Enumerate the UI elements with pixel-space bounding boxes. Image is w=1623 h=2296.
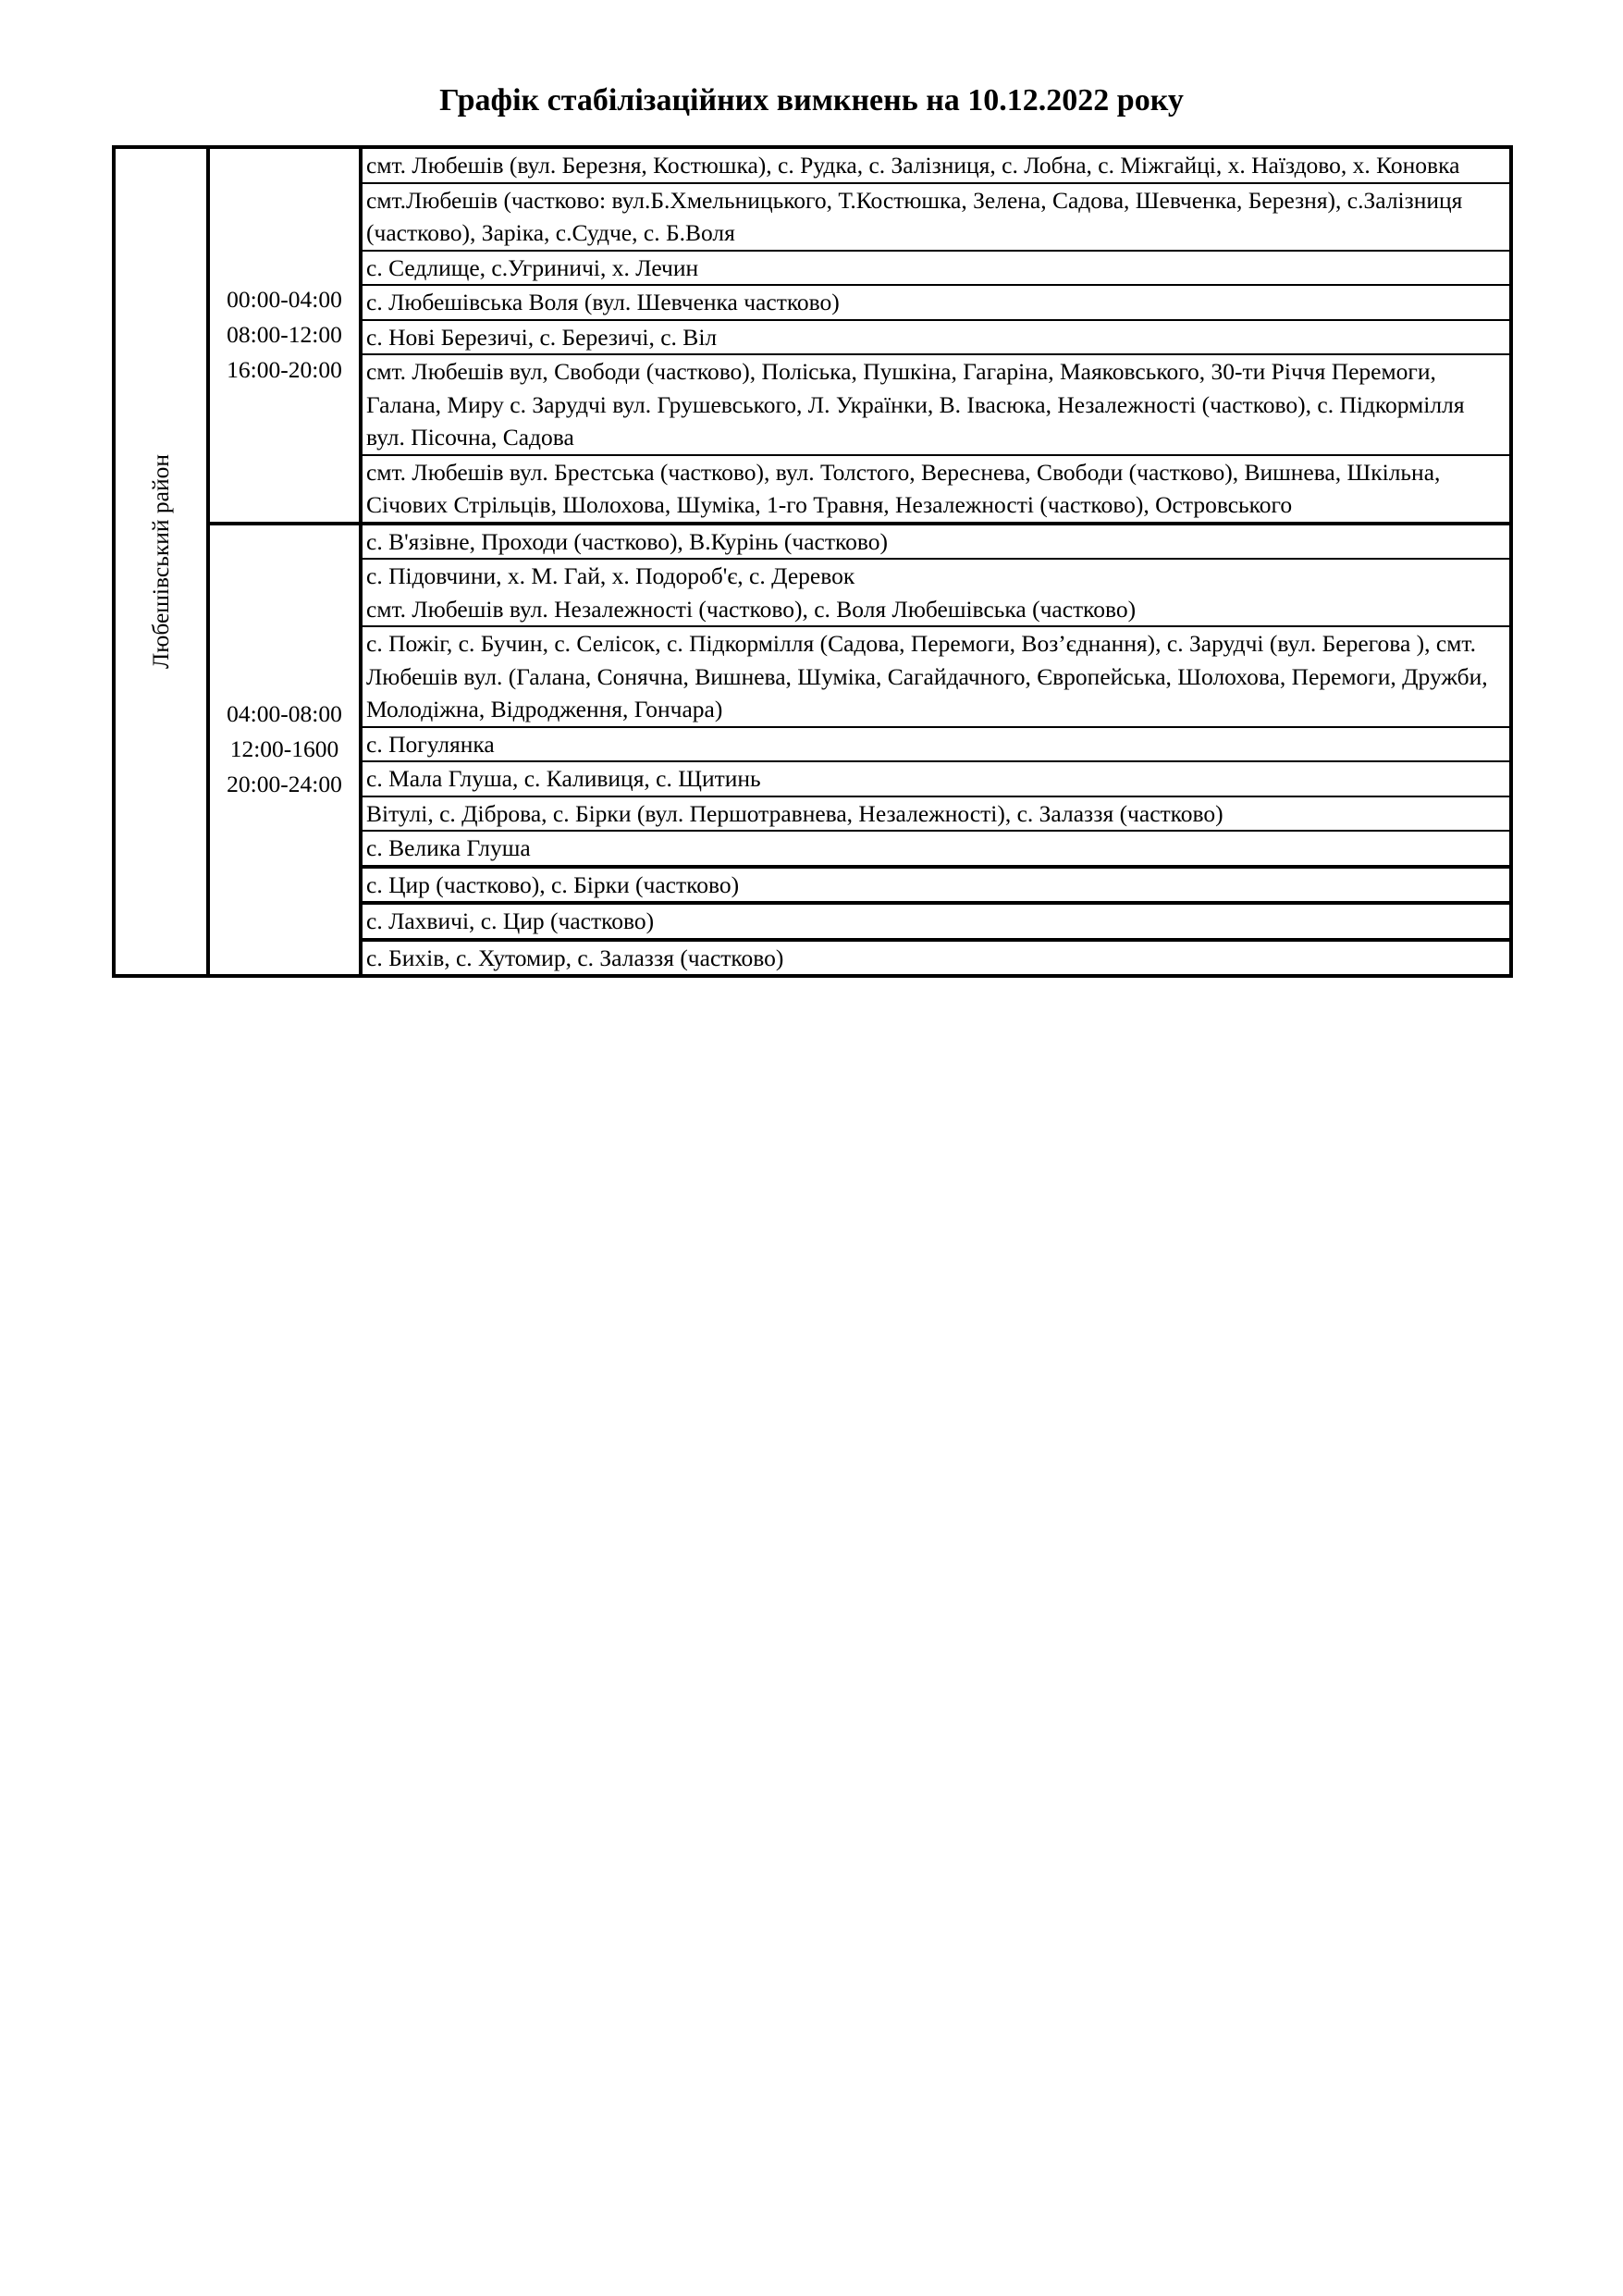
- area-cell: с. Седлище, с.Угриничі, х. Лечин: [361, 251, 1511, 286]
- time-slot: 00:00-04:00: [227, 286, 342, 314]
- area-cell: с. Лахвичі, с. Цир (частково): [361, 903, 1511, 940]
- time-slot: 20:00-24:00: [227, 771, 342, 798]
- area-cell: с. Мала Глуша, с. Каливиця, с. Щитинь: [361, 761, 1511, 796]
- district-cell: [114, 147, 208, 976]
- area-cell: смт.Любешів (частково: вул.Б.Хмельницького, Т.Костюшка, Зелена, Садова, Шевченка, Березня), с.Залізниця (частково), Заріка, с.Судче, с. Б.Воля: [361, 183, 1511, 251]
- time-slot: 16:00-20:00: [227, 356, 342, 384]
- area-cell: с. Бихів, с. Хутомир, с. Залаззя (частково): [361, 940, 1511, 977]
- area-line: с. Підовчини, х. М. Гай, х. Подороб'є, с. Деревок: [366, 562, 855, 589]
- table-row: [114, 524, 1511, 560]
- area-cell: с. Велика Глуша: [361, 831, 1511, 867]
- area-cell: с. В'язівне, Проходи (частково), В.Курінь (частково): [361, 524, 1511, 560]
- time-slots-group-1: [208, 147, 361, 524]
- area-line: смт. Любешів вул. Незалежності (частково), с. Воля Любешівська (частково): [366, 595, 1137, 623]
- area-cell: смт. Любешів (вул. Березня, Костюшка), с. Рудка, с. Залізниця, с. Лобна, с. Міжгайці, х. Наїздово, х. Коновка: [361, 147, 1511, 183]
- time-slot: 04:00-08:00: [227, 700, 342, 728]
- time-slot: 12:00-1600: [229, 735, 339, 763]
- area-cell: с. Пожіг, с. Бучин, с. Селісок, с. Підкормілля (Садова, Перемоги, Воз’єднання), с. Зарудчі (вул. Берегова ), смт. Любешів вул. (Галана, Сонячна, Вишнева, Шуміка, Сагайдачного, Європейська, Шолохова, Перемоги, Дружби, Молодіжна, Відродження, Гончара): [361, 626, 1511, 727]
- table-row: [114, 147, 1511, 183]
- area-cell: с. Погулянка: [361, 727, 1511, 762]
- district-label: Любешівський район: [147, 453, 175, 670]
- area-cell: смт. Любешів вул. Брестська (частково), вул. Толстого, Вереснева, Свободи (частково), Вишнева, Шкільна, Січових Стрільців, Шолохова, Шуміка, 1-го Травня, Незалежності (частково), Островського: [361, 455, 1511, 524]
- schedule-table: [112, 145, 1513, 978]
- area-cell: [361, 559, 1511, 626]
- area-cell: с. Цир (частково), с. Бірки (частково): [361, 867, 1511, 904]
- area-cell: с. Нові Березичі, с. Березичі, с. Віл: [361, 320, 1511, 355]
- area-cell: Вітулі, с. Діброва, с. Бірки (вул. Першотравнева, Незалежності), с. Залаззя (частково): [361, 796, 1511, 832]
- area-cell: смт. Любешів вул, Свободи (частково), Поліська, Пушкіна, Гагаріна, Маяковського, 30-ти Річчя Перемоги, Галана, Миру с. Зарудчі вул. Грушевського, Л. Українки, В. Івасюка, Незалежності (частково), с. Підкормілля вул. Пісочна, Садова: [361, 354, 1511, 455]
- time-slot: 08:00-12:00: [227, 321, 342, 349]
- page-title: Графік стабілізаційних вимкнень на 10.12.2022 року: [439, 83, 1184, 117]
- area-cell: с. Любешівська Воля (вул. Шевченка частково): [361, 285, 1511, 320]
- time-slots-group-2: [208, 524, 361, 977]
